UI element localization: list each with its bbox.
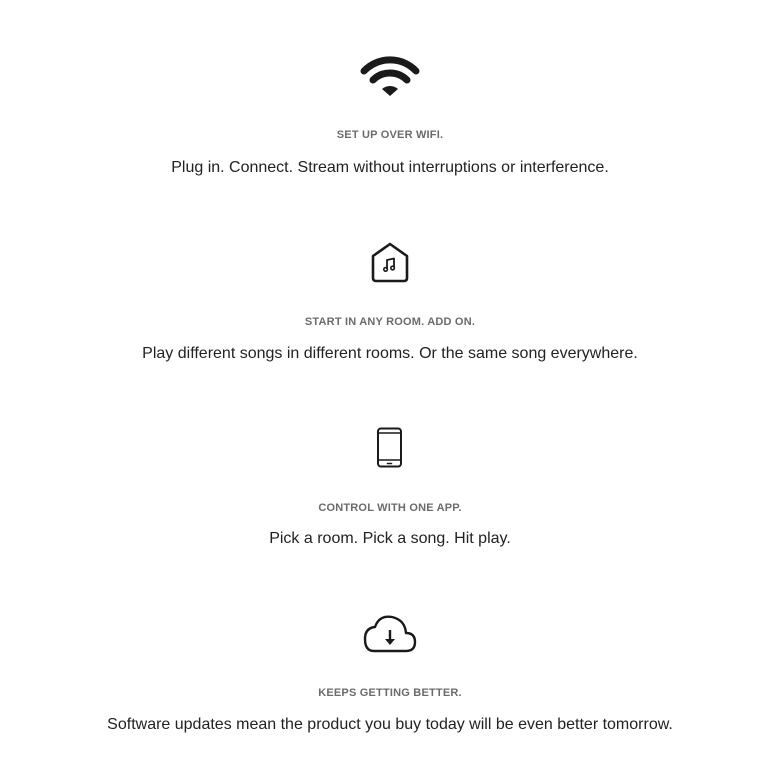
house-music-icon	[368, 240, 412, 284]
feature-heading: START IN ANY ROOM. ADD ON.	[304, 316, 476, 328]
feature-heading: CONTROL WITH ONE APP.	[318, 502, 462, 514]
feature-description: Pick a room. Pick a song. Hit play.	[269, 530, 511, 547]
cloud-download-icon	[362, 612, 418, 654]
feature-heading: KEEPS GETTING BETTER.	[318, 687, 462, 699]
wifi-icon	[360, 54, 420, 98]
smartphone-icon	[376, 427, 404, 469]
feature-heading: SET UP OVER WIFI.	[336, 129, 444, 141]
feature-description: Play different songs in different rooms. Or the same song everywhere.	[142, 345, 638, 362]
feature-description: Plug in. Connect. Stream without interruptions or interference.	[171, 159, 609, 176]
feature-description: Software updates mean the product you buy today will be even better tomorrow.	[107, 716, 673, 733]
